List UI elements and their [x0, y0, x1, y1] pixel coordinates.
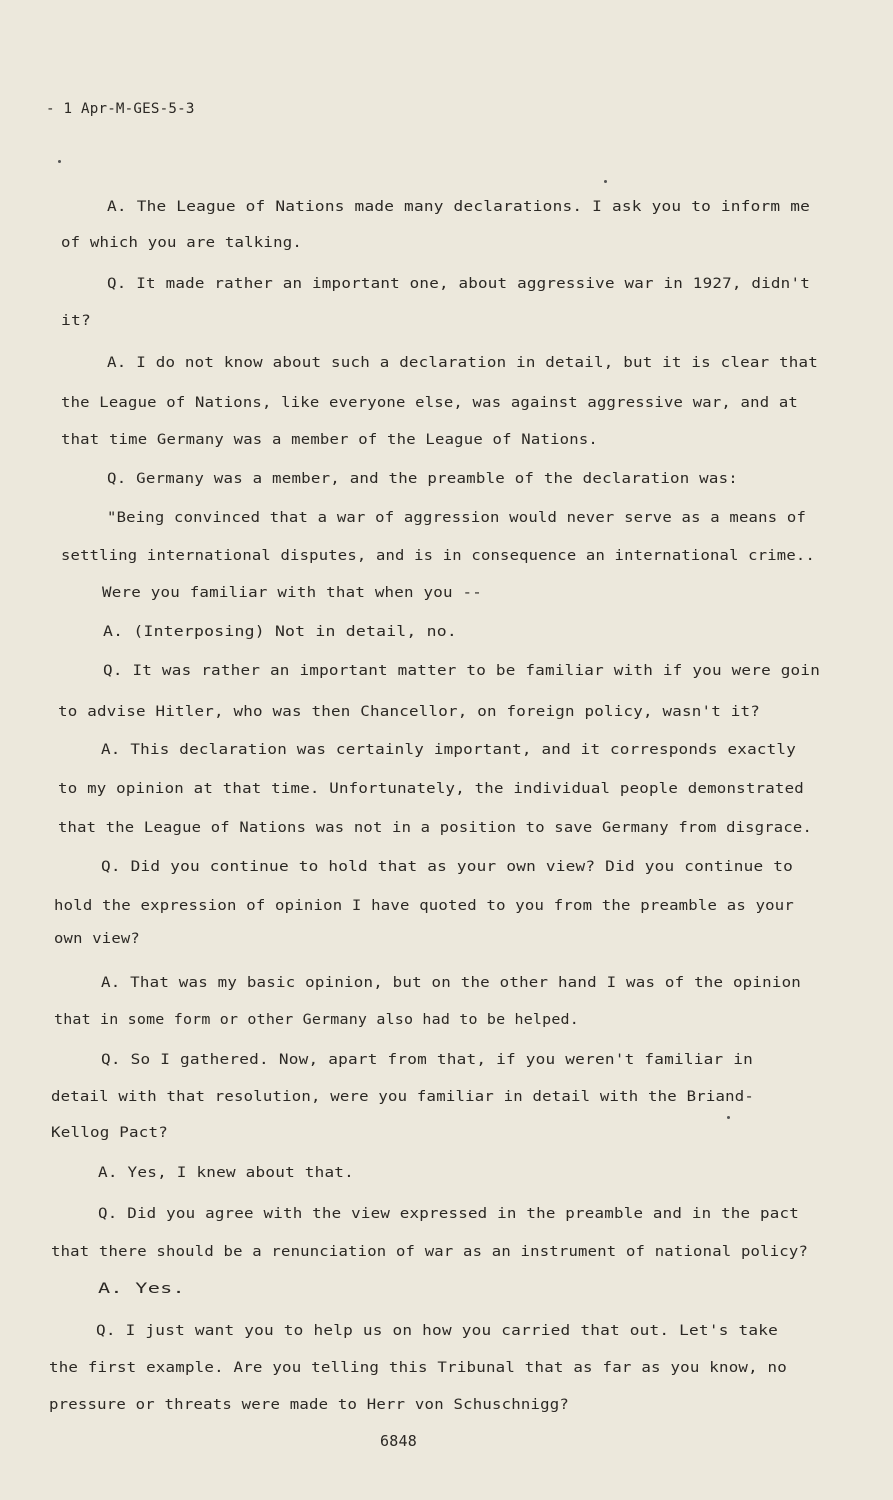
transcript-line: own view? — [54, 931, 140, 947]
transcript-line: it? — [61, 313, 91, 329]
transcript-line: to my opinion at that time. Unfortunately, the individual people demonstrated — [58, 781, 805, 797]
transcript-line: the League of Nations, like everyone else, was against aggressive war, and at — [61, 395, 798, 411]
transcript-line: Q. Germany was a member, and the preamble of the declaration was: — [107, 471, 739, 487]
transcript-line: A. Yes. — [98, 1281, 186, 1297]
transcript-line: Q. Did you continue to hold that as your own view? Did you continue to — [101, 859, 794, 875]
paper-speck — [727, 1116, 730, 1119]
transcript-line: detail with that resolution, were you familiar in detail with the Briand- — [51, 1089, 754, 1105]
transcript-line: A. (Interposing) Not in detail, no. — [103, 624, 458, 640]
transcript-line: hold the expression of opinion I have quoted to you from the preamble as your — [54, 898, 795, 914]
transcript-line: that there should be a renunciation of war as an instrument of national policy? — [51, 1244, 809, 1260]
transcript-line: Q. I just want you to help us on how you carried that out. Let's take — [96, 1323, 779, 1339]
transcript-line: that time Germany was a member of the League of Nations. — [61, 432, 599, 448]
transcript-line: Were you familiar with that when you -- — [102, 585, 483, 601]
transcript-line: "Being convinced that a war of aggression would never serve as a means of — [107, 510, 807, 526]
transcript-line: Kellog Pact? — [51, 1125, 169, 1141]
transcript-line: the first example. Are you telling this Tribunal that as far as you know, no — [49, 1360, 787, 1376]
transcript-line: Q. So I gathered. Now, apart from that, if you weren't familiar in — [101, 1052, 754, 1068]
transcript-line: A. Yes, I knew about that. — [98, 1165, 355, 1181]
transcript-line: that the League of Nations was not in a position to save Germany from disgrace. — [58, 820, 812, 836]
transcript-line: A. I do not know about such a declaration in detail, but it is clear that — [107, 355, 819, 371]
transcript-line: Q. It was rather an important matter to be familiar with if you were goin — [103, 663, 821, 679]
transcript-line: A. This declaration was certainly important, and it corresponds exactly — [101, 742, 797, 758]
transcript-line: to advise Hitler, who was then Chancellor, on foreign policy, wasn't it? — [58, 704, 760, 720]
paper-speck — [58, 160, 61, 163]
transcript-line: of which you are talking. — [61, 235, 302, 251]
transcript-line: Q. It made rather an important one, about aggressive war in 1927, didn't — [107, 276, 810, 292]
transcript-line: A. The League of Nations made many declarations. I ask you to inform me — [107, 199, 811, 215]
document-header: - 1 Apr-M-GES-5-3 — [46, 101, 195, 117]
transcript-line: Q. Did you agree with the view expressed in the preamble and in the pact — [98, 1206, 799, 1222]
page-number: 6848 — [380, 1432, 417, 1450]
transcript-line: pressure or threats were made to Herr von Schuschnigg? — [49, 1397, 570, 1413]
paper-speck — [604, 180, 607, 183]
transcript-line: that in some form or other Germany also had to be helped. — [54, 1012, 579, 1028]
transcript-line: settling international disputes, and is in consequence an international crime.. — [61, 548, 815, 564]
transcript-line: A. That was my basic opinion, but on the other hand I was of the opinion — [101, 975, 802, 991]
